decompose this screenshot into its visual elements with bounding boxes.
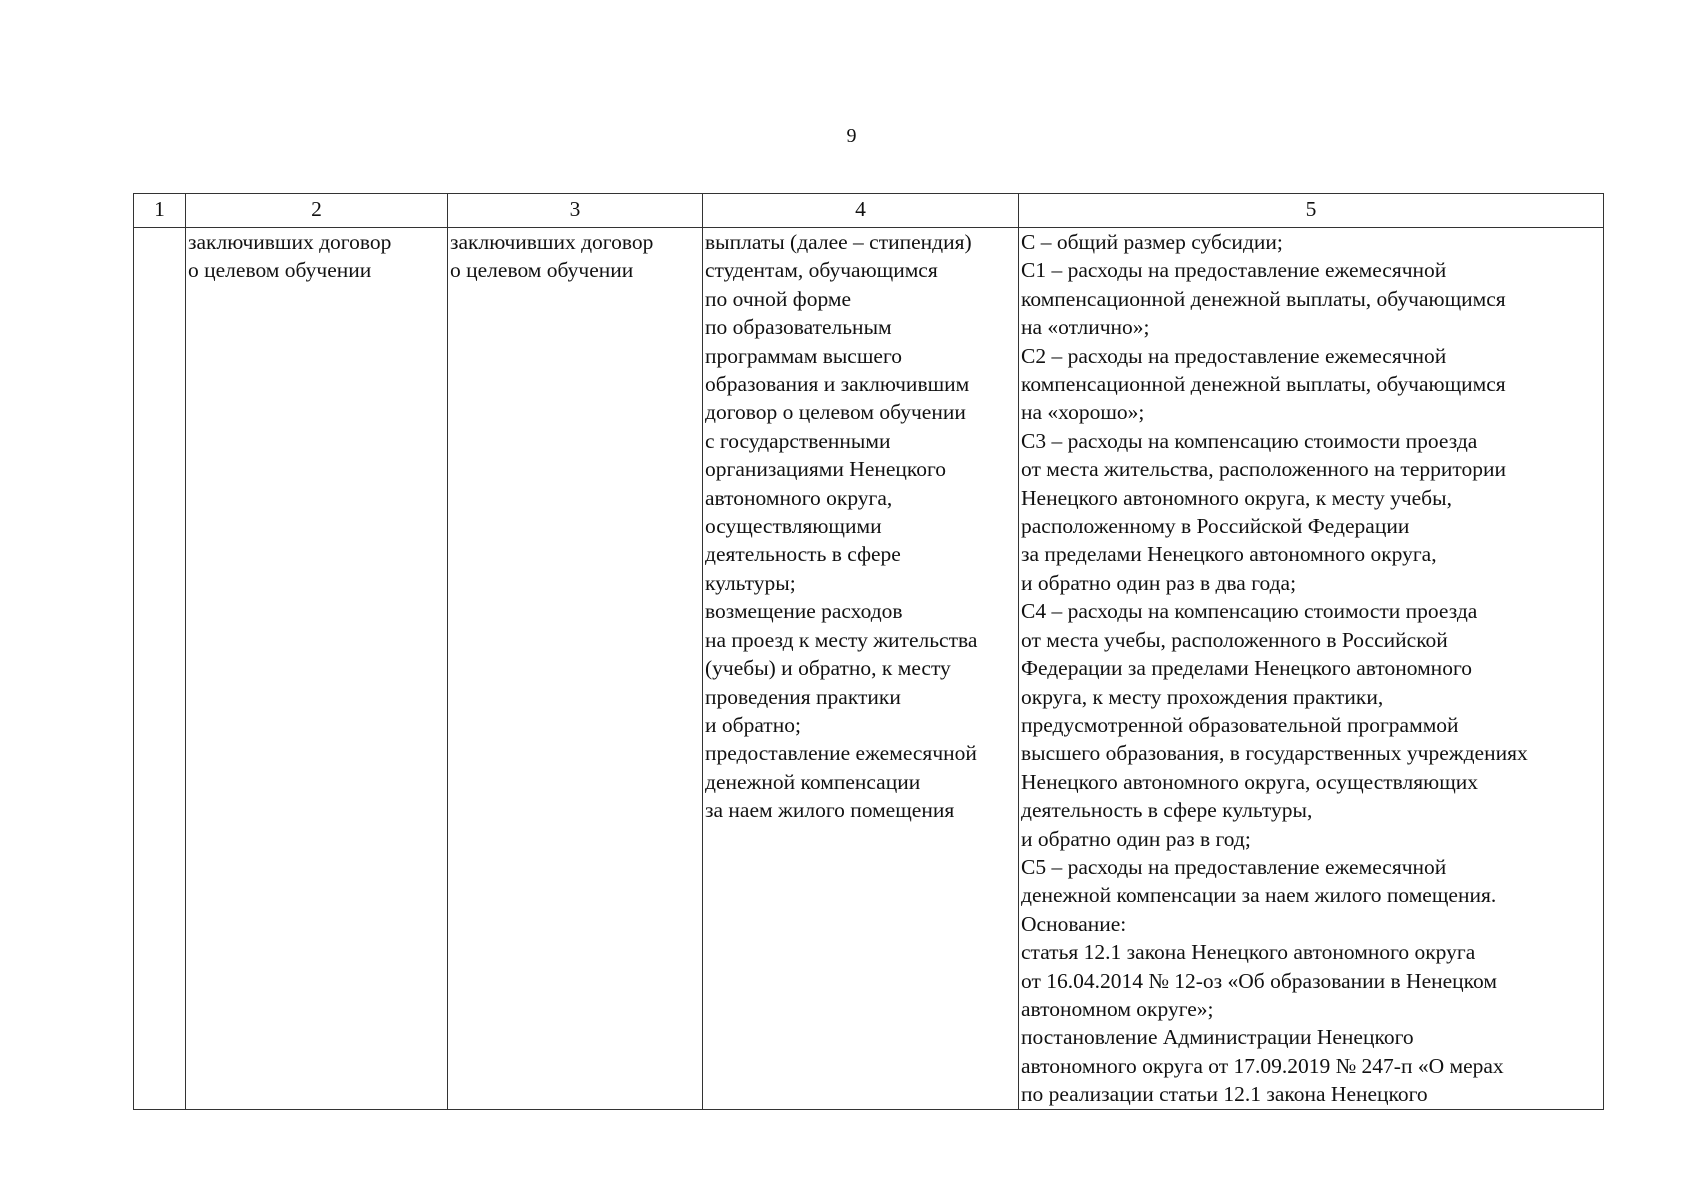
text-line: по очной форме [705, 286, 852, 311]
cell-col3 [448, 228, 703, 1110]
text-line: с государственными [705, 428, 891, 453]
text-line: компенсационной денежной выплаты, обучающимся [1021, 372, 1506, 397]
text-line: автономного округа от 17.09.2019 № 247-п «О мерах [1021, 1053, 1504, 1078]
text-line: С5 – расходы на предоставление ежемесячной [1021, 854, 1447, 879]
text-line: С – общий размер субсидии; [1021, 230, 1283, 254]
text-line: образования и заключившим [705, 372, 970, 397]
text-line: от места учебы, расположенного в Российской [1021, 627, 1448, 652]
text-line: осуществляющими [705, 514, 882, 539]
text-line: на «отлично»; [1021, 315, 1150, 340]
text-line: предоставление ежемесячной [705, 741, 977, 766]
column-header-5: 5 [1019, 194, 1604, 228]
text-line: проведения практики [705, 684, 901, 709]
text-line: постановление Администрации Ненецкого [1021, 1025, 1414, 1050]
text-line: и обратно; [705, 712, 801, 737]
text-line: С1 – расходы на предоставление ежемесячной [1021, 258, 1447, 283]
text-line: студентам, обучающимся [705, 258, 938, 283]
text-line: денежной компенсации [705, 769, 921, 794]
text-line: о целевом обучении [450, 258, 634, 283]
column-header-2: 2 [186, 194, 448, 228]
page-number: 9 [846, 125, 857, 147]
text-line: статья 12.1 закона Ненецкого автономного округа [1021, 940, 1476, 965]
text-line: компенсационной денежной выплаты, обучающимся [1021, 286, 1506, 311]
text-line: выплаты (далее – стипендия) [705, 230, 972, 254]
text-line: С2 – расходы на предоставление ежемесячной [1021, 343, 1447, 368]
text-line: Основание: [1021, 911, 1127, 936]
text-line: деятельность в сфере культуры, [1021, 798, 1313, 823]
text-line: возмещение расходов [705, 599, 903, 624]
table-header-row [134, 194, 1604, 228]
text-line: культуры; [705, 570, 796, 595]
text-line: о целевом обучении [188, 258, 372, 283]
text-line: заключивших договор [450, 230, 654, 254]
text-line: высшего образования, в государственных учреждениях [1021, 741, 1528, 766]
text-line: Ненецкого автономного округа, осуществляющих [1021, 769, 1479, 794]
text-line: от 16.04.2014 № 12-оз «Об образовании в Ненецком [1021, 968, 1497, 993]
text-line: заключивших договор [188, 230, 392, 254]
cell-col4 [703, 228, 1019, 1110]
table-row [134, 228, 1604, 1110]
text-line: и обратно один раз в год; [1021, 826, 1251, 851]
cell-col2 [186, 228, 448, 1110]
column-header-3: 3 [448, 194, 703, 228]
text-line: организациями Ненецкого [705, 457, 947, 482]
column-header-1: 1 [134, 194, 186, 228]
text-line: Ненецкого автономного округа, к месту учебы, [1021, 485, 1452, 510]
text-line: С3 – расходы на компенсацию стоимости проезда [1021, 428, 1478, 453]
text-line: от места жительства, расположенного на территории [1021, 457, 1506, 482]
cell-col1 [134, 228, 186, 1110]
text-line: по образовательным [705, 315, 892, 340]
text-line: С4 – расходы на компенсацию стоимости проезда [1021, 599, 1478, 624]
text-line: за наем жилого помещения [705, 798, 955, 823]
text-line: договор о целевом обучении [705, 400, 966, 425]
text-line: программам высшего [705, 343, 902, 368]
text-line: и обратно один раз в два года; [1021, 570, 1297, 595]
text-line: (учебы) и обратно, к месту [705, 656, 951, 681]
text-line: автономном округе»; [1021, 996, 1214, 1021]
text-line: расположенному в Российской Федерации [1021, 514, 1410, 539]
column-header-4: 4 [703, 194, 1019, 228]
text-line: округа, к месту прохождения практики, [1021, 684, 1384, 709]
document-table [133, 193, 1604, 1110]
text-line: автономного округа, [705, 485, 893, 510]
text-line: за пределами Ненецкого автономного округа, [1021, 542, 1437, 567]
cell-col5 [1019, 228, 1604, 1110]
text-line: по реализации статьи 12.1 закона Ненецкого [1021, 1082, 1428, 1107]
text-line: Федерации за пределами Ненецкого автономного [1021, 656, 1472, 681]
text-line: денежной компенсации за наем жилого помещения. [1021, 883, 1497, 908]
text-line: на «хорошо»; [1021, 400, 1145, 425]
text-line: на проезд к месту жительства [705, 627, 978, 652]
text-line: деятельность в сфере [705, 542, 901, 567]
text-line: предусмотренной образовательной программой [1021, 712, 1459, 737]
